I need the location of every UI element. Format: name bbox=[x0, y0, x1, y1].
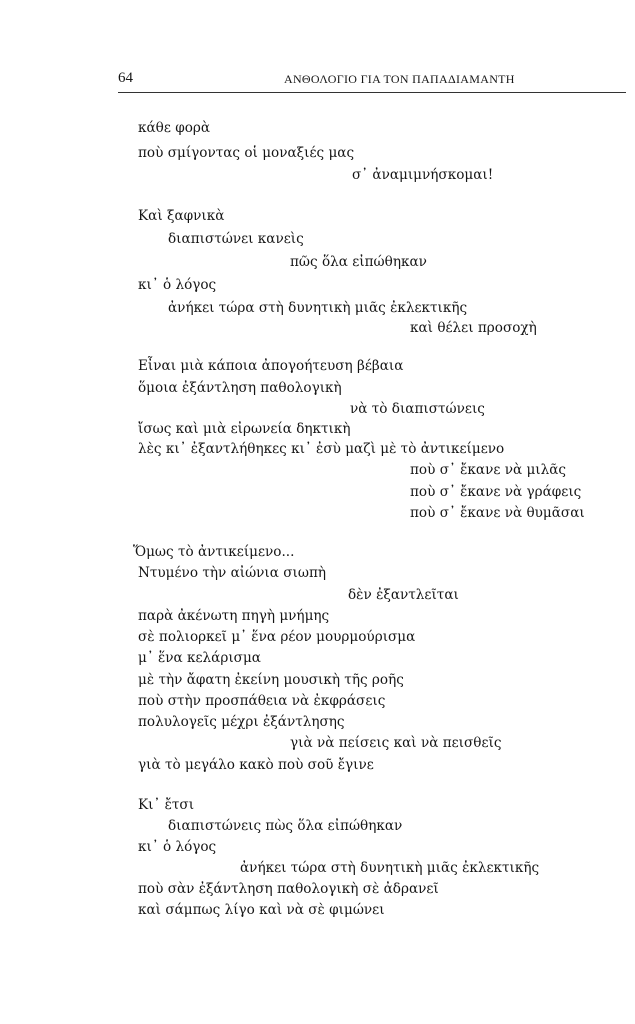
page-header bbox=[118, 70, 626, 90]
poem-line: ποὺ σὰν ἐξάντληση παθολογικὴ σὲ ἀδρανεῖ bbox=[138, 881, 439, 897]
poem-line: διαπιστώνει κανεὶς bbox=[168, 231, 304, 247]
poem-line: ἀνήκει τώρα στὴ δυνητικὴ μιᾶς ἐκλεκτικῆς bbox=[168, 300, 468, 316]
poem-line: καὶ θέλει προσοχὴ bbox=[410, 320, 537, 336]
poem-line: δὲν ἐξαντλεῖται bbox=[348, 587, 459, 603]
poem-line: ἀνήκει τώρα στὴ δυνητικὴ μιᾶς ἐκλεκτικῆς bbox=[240, 860, 540, 876]
poem-line: καὶ σάμπως λίγο καὶ νὰ σὲ φιμώνει bbox=[138, 902, 385, 918]
poem-line: διαπιστώνεις πὼς ὅλα εἰπώθηκαν bbox=[168, 818, 403, 834]
poem-line: λὲς κι᾽ ἐξαντλήθηκες κι᾽ ἐσὺ μαζὶ μὲ τὸ ἀντικείμενο bbox=[138, 441, 505, 457]
poem-line: Εἶναι μιὰ κάποια ἀπογοήτευση βέβαια bbox=[138, 358, 404, 374]
poem-line: κι᾽ ὁ λόγος bbox=[138, 277, 217, 293]
running-title: ΑΝΘΟΛΟΓΙΟ ΓΙΑ ΤΟΝ ΠΑΠΑΔΙΑΜΑΝΤΗ bbox=[284, 72, 515, 86]
poem-line: μ᾽ ἕνα κελάρισμα bbox=[138, 650, 261, 666]
poem-line: ποὺ σμίγοντας οἱ μοναξιές μας bbox=[138, 145, 355, 161]
poem-line: κάθε φορὰ bbox=[138, 120, 211, 136]
poem-line: Ὅμως τὸ ἀντικείμενο... bbox=[133, 544, 295, 560]
poem-line: Ντυμένο τὴν αἰώνια σιωπὴ bbox=[138, 565, 327, 581]
poem-line: νὰ τὸ διαπιστώνεις bbox=[350, 401, 485, 417]
poem-line: πῶς ὅλα εἰπώθηκαν bbox=[290, 254, 427, 270]
header-rule bbox=[118, 92, 626, 93]
poem-line: ὅμοια ἐξάντληση παθολογικὴ bbox=[138, 380, 342, 396]
poem-line: ποὺ στὴν προσπάθεια νὰ ἐκφράσεις bbox=[138, 693, 386, 709]
poem-line: ἴσως καὶ μιὰ εἰρωνεία δηκτικὴ bbox=[138, 421, 351, 437]
poem-line: παρὰ ἀκένωτη πηγὴ μνήμης bbox=[138, 608, 330, 624]
page-number: 64 bbox=[118, 70, 133, 86]
poem-line: μὲ τὴν ἄφατη ἐκείνη μουσικὴ τῆς ροῆς bbox=[138, 672, 404, 688]
poem-line: κι᾽ ὁ λόγος bbox=[138, 839, 217, 855]
poem-line: Κι᾽ ἔτσι bbox=[138, 797, 195, 813]
poem-line: γιὰ τὸ μεγάλο κακὸ ποὺ σοῦ ἔγινε bbox=[138, 757, 374, 773]
poem-line: σ᾽ ἀναμιμνήσκομαι! bbox=[352, 167, 494, 183]
poem-line: σὲ πολιορκεῖ μ᾽ ἕνα ρέον μουρμούρισμα bbox=[138, 629, 416, 645]
poem-line: Καὶ ξαφνικὰ bbox=[138, 208, 225, 224]
poem-line: ποὺ σ᾽ ἔκανε νὰ μιλᾶς bbox=[410, 462, 567, 478]
poem-line: ποὺ σ᾽ ἔκανε νὰ θυμᾶσαι bbox=[410, 505, 585, 521]
poem-line: ποὺ σ᾽ ἔκανε νὰ γράφεις bbox=[410, 484, 582, 500]
poem-line: πολυλογεῖς μέχρι ἐξάντλησης bbox=[138, 714, 345, 730]
poem-line: γιὰ νὰ πείσεις καὶ νὰ πεισθεῖς bbox=[290, 735, 502, 751]
